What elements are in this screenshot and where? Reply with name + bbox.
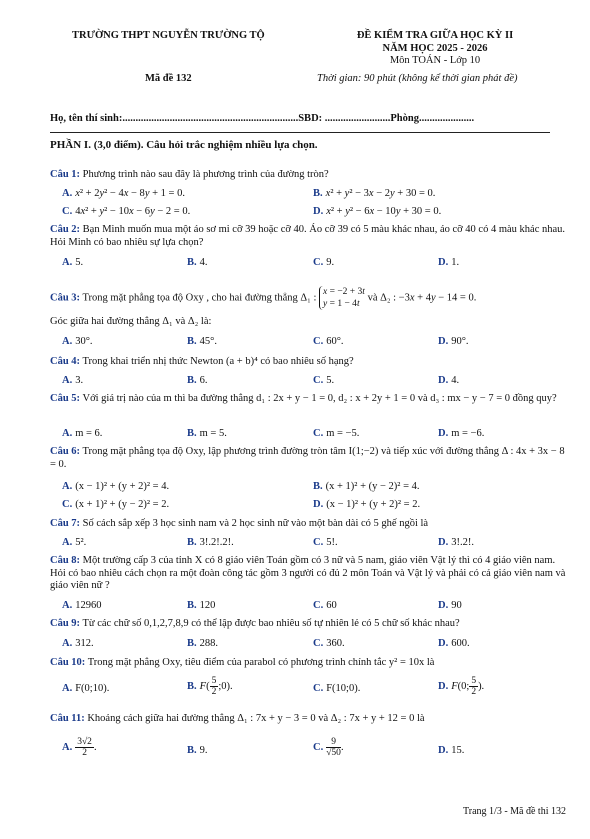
question-1 [50,169,570,182]
question-2 [50,224,570,249]
student-info-line: Họ, tên thí sinh:...................................................................SBD: .........................Phòng..................... [50,113,475,124]
option-a: A. 5². [62,537,87,548]
question-9 [50,618,570,631]
option-d: D. 3!.2!. [438,537,474,548]
option-a: A. 12960 [62,600,102,611]
option-a: A. 5. [62,257,84,268]
option-a: A. m = 6. [62,428,103,439]
option-d: D. 4. [438,375,460,386]
option-b: B. 288. [187,638,219,649]
option-a: A. x² + 2y² − 4x − 8y + 1 = 0. [62,188,185,199]
question-text: Phương trình nào sau đây là phương trình của đường tròn? [80,169,329,180]
option-a: A. 30°. [62,336,93,347]
option-a: A. $\frac{3√2}{2}$ . [62,737,97,758]
question-5 [50,393,570,406]
question-3-prompt: Góc giữa hai đường thẳng Δ₁ và Δ₂ là: [50,316,212,327]
question-text: Trong mặt phẳng Oxy, tiêu điểm của parabol có phương trình chính tắc y² = 10x là [85,657,435,668]
question-10 [50,657,570,670]
option-c: C. F(10;0). [313,683,361,694]
option-d: D. 90°. [438,336,469,347]
question-label: Câu 4: [50,356,81,367]
question-text: Trong mặt phẳng tọa độ Oxy , cho hai đường thẳng [80,292,298,304]
school-year: NĂM HỌC 2025 - 2026 [382,42,488,54]
option-d: D. 15. [438,745,465,756]
option-d: D. 90 [438,600,462,611]
school-name: TRƯỜNG THPT NGUYỄN TRƯỜNG TỘ [72,30,265,41]
option-c: C. 4x² + y² − 10x − 6y − 2 = 0. [62,206,191,217]
question-text: Trong khai triển nhị thức Newton (a + b)⁴ có bao nhiêu số hạng? [80,356,354,367]
question-8 [50,555,570,593]
question-3: Câu 3: Trong mặt phẳng tọa độ Oxy , cho hai đường thẳng Δ₁ : x = −2 + 3t y = 1 − 4t và Δ₂ : −3x + 4y − 14 = 0. [50,287,477,309]
option-b: B. 4. [187,257,208,268]
option-c: C. 60°. [313,336,344,347]
option-a: A. (x − 1)² + (y + 2)² = 4. [62,481,170,492]
option-b: B. 6. [187,375,208,386]
question-label: Câu 9: [50,618,81,629]
subject: Môn TOÁN - Lớp 10 [389,55,481,66]
question-text: Với giá trị nào của m thì ba đường thẳng d₁ : 2x + y − 1 = 0, d₂ : x + 2y + 1 = 0 và d₃ : mx − y − 7 = 0 đồng quy? [80,393,557,404]
question-6 [50,446,570,471]
option-b: B. F( $\frac{5}{2}$ ;0). [187,676,233,697]
question-label: Câu 1: [50,169,81,180]
option-b: B. 9. [187,745,208,756]
page-footer: Trang 1/3 - Mã đề thi 132 [463,806,566,817]
option-d: D. x² + y² − 6x − 10y + 30 = 0. [313,206,442,217]
option-c: C. 60 [313,600,337,611]
question-text: Số cách sắp xếp 3 học sinh nam và 2 học sinh nữ vào một bàn dài có 5 ghế ngồi là [80,518,429,529]
option-d: D. F(0; $\frac{5}{2}$ ). [438,676,485,697]
option-b: B. 3!.2!.2!. [187,537,234,548]
time-limit: Thời gian: 90 phút (không kể thời gian phát đề) [317,73,518,84]
option-b: B. 120 [187,600,216,611]
question-11 [50,713,570,726]
question-text: Khoảng cách giữa hai đường thẳng Δ₁ : 7x + y − 3 = 0 và Δ₂ : 7x + y + 12 = 0 là [84,713,425,724]
question-4 [50,356,570,369]
question-label: Câu 3: [50,292,81,304]
option-a: A. 312. [62,638,94,649]
question-label: Câu 5: [50,393,81,404]
option-c: C. m = −5. [313,428,360,439]
question-label: Câu 8: [50,555,81,566]
question-label: Câu 11: [50,713,85,724]
option-d: D. 1. [438,257,460,268]
question-text: Bạn Minh muốn mua một áo sơ mi cỡ 39 hoặc cỡ 40. Áo cỡ 39 có 5 màu khác nhau, áo cỡ 40 có 4 màu khác nhau. Hỏi Minh có bao nhiêu sự lựa chọn? [50,224,566,248]
question-label: Câu 6: [50,446,81,457]
divider [50,132,550,133]
option-c: C. 5. [313,375,335,386]
exam-header [300,30,570,68]
question-label: Câu 7: [50,518,81,529]
option-c: C. $\frac{9}{√50}$ . [313,737,344,758]
option-d: D. 600. [438,638,470,649]
question-label: Câu 10: [50,657,86,668]
question-text: Trong mặt phẳng tọa độ Oxy, lập phương trình đường tròn tâm I(1;−2) và tiếp xúc với đường thẳng Δ : 4x + 3x − 8 = 0. [50,446,565,470]
question-label: Câu 2: [50,224,81,235]
option-b: B. 45°. [187,336,217,347]
option-c: C. 360. [313,638,345,649]
exam-code: Mã đề 132 [145,73,192,84]
option-a: A. 3. [62,375,84,386]
option-b: B. (x + 1)² + (y − 2)² = 4. [313,481,420,492]
option-a: A. F(0;10). [62,683,110,694]
part-title: PHẦN I. (3,0 điểm). Câu hỏi trắc nghiệm nhiều lựa chọn. [50,139,318,151]
option-d: D. (x − 1)² + (y + 2)² = 2. [313,499,421,510]
exam-title: ĐỀ KIỂM TRA GIỮA HỌC KỲ II [356,30,514,41]
option-b: B. x² + y² − 3x − 2y + 30 = 0. [313,188,436,199]
question-7 [50,518,570,531]
question-text: Một trường cấp 3 của tỉnh X có 8 giáo viên Toán gồm có 3 nữ và 5 nam, giáo viên Vật lý thì có 4 giáo viên nam. Hỏi có bao nhiêu cách chọn ra một đoàn công tác gồm 3 người có đủ 2 môn Toán và Vật lý và phải có cả giáo viên nam và giáo viên nữ ? [50,555,566,591]
question-text: Từ các chữ số 0,1,2,7,8,9 có thể lập được bao nhiêu số tự nhiên lẻ có 5 chữ số khác nhau? [80,618,460,629]
option-c: C. (x + 1)² + (y − 2)² = 2. [62,499,170,510]
option-c: C. 5!. [313,537,338,548]
line-system: x = −2 + 3t y = 1 − 4t [319,286,365,310]
option-d: D. m = −6. [438,428,485,439]
option-b: B. m = 5. [187,428,227,439]
option-c: C. 9. [313,257,335,268]
